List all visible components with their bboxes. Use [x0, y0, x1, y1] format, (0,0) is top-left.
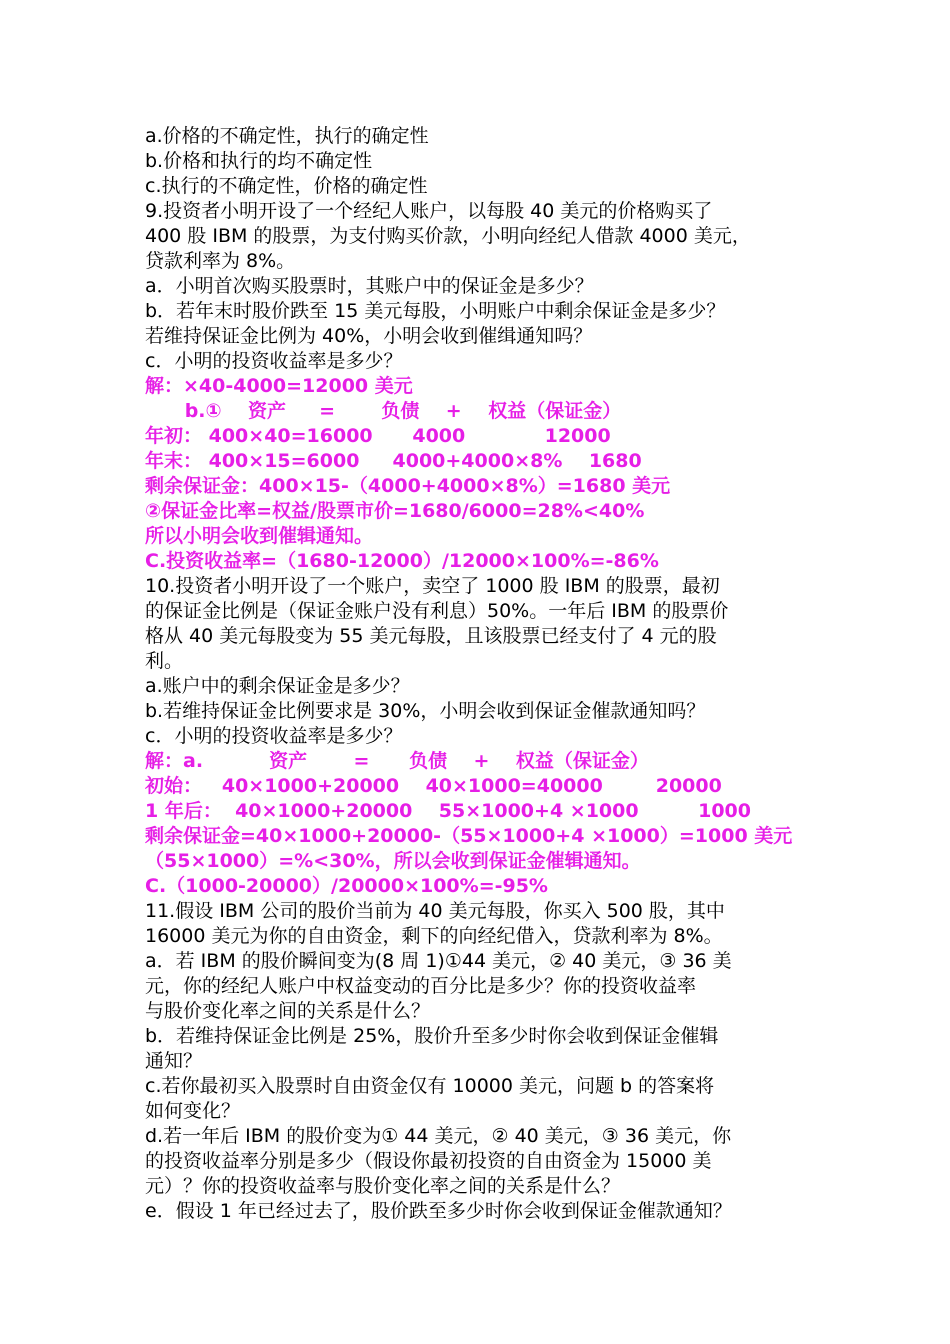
question-line: a．小明首次购买股票时，其账户中的保证金是多少？ [145, 275, 594, 297]
question-line: 如何变化？ [145, 1100, 241, 1122]
question-line: b.价格和执行的均不确定性 [145, 150, 373, 172]
answer-line: 年末： 400×15=6000 4000+4000×8% 1680 [145, 450, 642, 472]
question-line: 9.投资者小明开设了一个经纪人账户，以每股 40 美元的价格购买了 [145, 200, 713, 222]
question-line: b．若维持保证金比例是 25%，股价升至多少时你会收到保证金催辑 [145, 1025, 719, 1047]
document-page [145, 124, 835, 1224]
question-line: c.执行的不确定性，价格的确定性 [145, 175, 428, 197]
question-line: 的保证金比例是（保证金账户没有利息）50%。一年后 IBM 的股票价 [145, 600, 729, 622]
answer-line: 解：×40-4000=12000 美元 [145, 375, 413, 397]
answer-line: C.投资收益率=（1680-12000）/12000×100%=-86% [145, 550, 659, 572]
answer-line: 年初： 400×40=16000 4000 12000 [145, 425, 611, 447]
answer-line: 初始： 40×1000+20000 40×1000=40000 20000 [145, 775, 722, 797]
answer-line: b.① 资产 = 负债 + 权益（保证金） [145, 400, 622, 422]
question-line: d.若一年后 IBM 的股价变为① 44 美元，② 40 美元，③ 36 美元，你 [145, 1125, 732, 1147]
question-line: 若维持保证金比例为 40%，小明会收到催缉通知吗？ [145, 325, 593, 347]
question-line: 的投资收益率分别是多少（假设你最初投资的自由资金为 15000 美 [145, 1150, 712, 1172]
answer-line: 所以小明会收到催辑通知。 [145, 525, 374, 547]
question-line: 利。 [145, 650, 184, 672]
question-line: a．若 IBM 的股价瞬间变为(8 周 1)①44 美元，② 40 美元，③ 36 美 [145, 950, 732, 972]
question-line: 11.假设 IBM 公司的股价当前为 40 美元每股，你买入 500 股，其中 [145, 900, 725, 922]
answer-line: 剩余保证金=40×1000+20000-（55×1000+4 ×1000）=1000 美元 [145, 825, 793, 847]
question-line: 10.投资者小明开设了一个账户，卖空了 1000 股 IBM 的股票，最初 [145, 575, 720, 597]
question-line: c.若你最初买入股票时自由资金仅有 10000 美元，问题 b 的答案将 [145, 1075, 715, 1097]
answer-line: 1 年后： 40×1000+20000 55×1000+4 ×1000 1000 [145, 800, 751, 822]
question-line: b．若年末时股价跌至 15 美元每股，小明账户中剩余保证金是多少？ [145, 300, 726, 322]
question-line: 16000 美元为你的自由资金，剩下的向经纪借入，贷款利率为 8%。 [145, 925, 723, 947]
question-line: 贷款利率为 8%。 [145, 250, 296, 272]
question-line: 元，你的经纪人账户中权益变动的百分比是多少？你的投资收益率 [145, 975, 697, 997]
answer-line: 解：a. 资产 = 负债 + 权益（保证金） [145, 750, 649, 772]
question-line: b.若维持保证金比例要求是 30%，小明会收到保证金催款通知吗？ [145, 700, 706, 722]
question-line: c．小明的投资收益率是多少？ [145, 725, 403, 747]
question-line: 与股价变化率之间的关系是什么？ [145, 1000, 431, 1022]
question-line: 元）？你的投资收益率与股价变化率之间的关系是什么？ [145, 1175, 621, 1197]
answer-line: （55×1000）=%<30%，所以会收到保证金催辑通知。 [145, 850, 641, 872]
question-line: e．假设 1 年已经过去了，股价跌至多少时你会收到保证金催款通知？ [145, 1200, 732, 1222]
question-line: a.账户中的剩余保证金是多少？ [145, 675, 410, 697]
answer-line: 剩余保证金：400×15-（4000+4000×8%）=1680 美元 [145, 475, 671, 497]
question-line: 通知？ [145, 1050, 203, 1072]
question-line: c．小明的投资收益率是多少？ [145, 350, 403, 372]
question-line: a.价格的不确定性，执行的确定性 [145, 125, 429, 147]
question-line: 格从 40 美元每股变为 55 美元每股，且该股票已经支付了 4 元的股 [145, 625, 717, 647]
question-line: 400 股 IBM 的股票，为支付购买价款，小明向经纪人借款 4000 美元， [145, 225, 751, 247]
answer-line: ②保证金比率=权益/股票市价=1680/6000=28%<40% [145, 500, 645, 522]
answer-line: C.（1000-20000）/20000×100%=-95% [145, 875, 548, 897]
